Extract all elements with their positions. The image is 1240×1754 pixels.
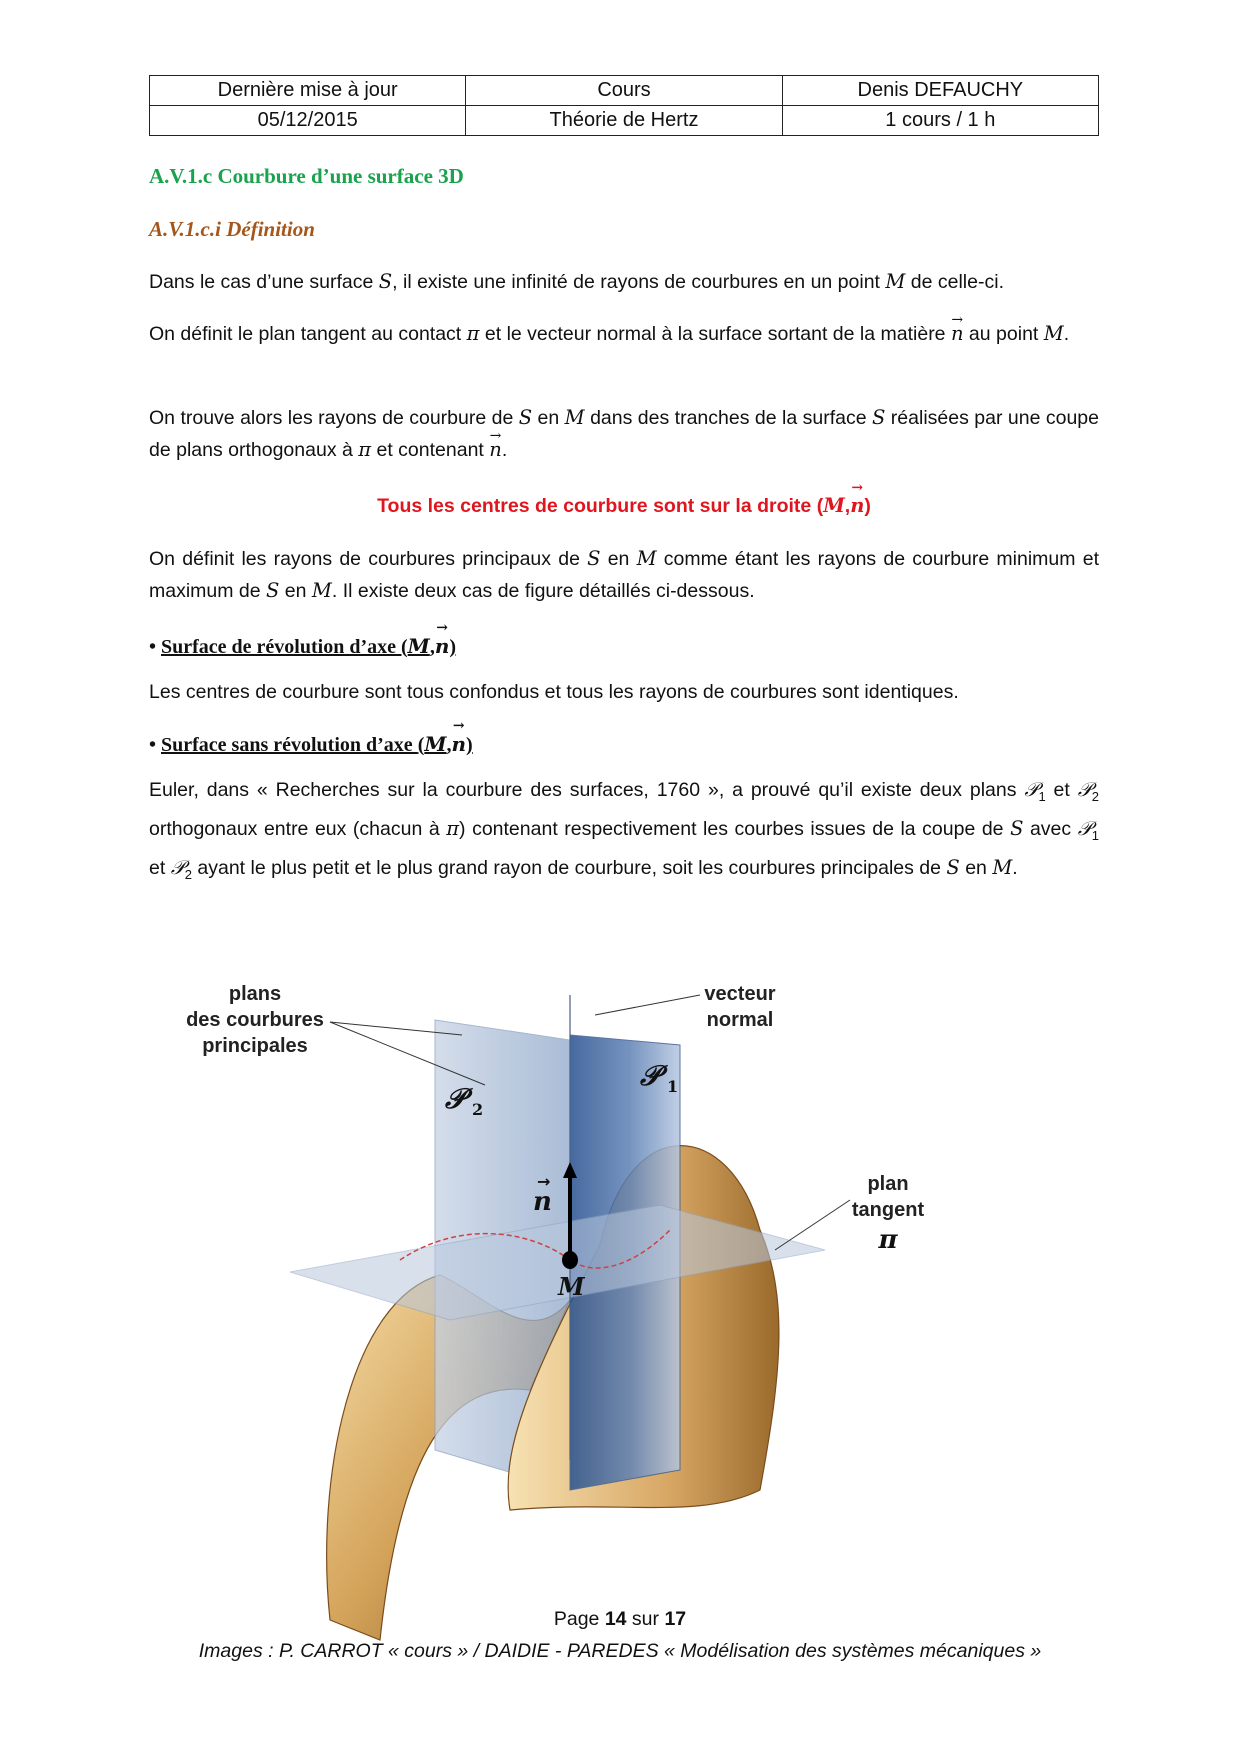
label-pi: π	[878, 1225, 898, 1255]
bullet-revolution: • Surface de révolution d’axe (M,→ n)	[149, 634, 456, 659]
label-p1: 𝒫	[640, 1059, 661, 1092]
label-planes-1: plans	[228, 983, 282, 1005]
bullet-revolution-text: Les centres de courbure sont tous confondus et tous les rayons de courbures sont identiques.	[149, 681, 959, 703]
label-planes-2: des courbures	[186, 1009, 324, 1031]
label-n: n	[533, 1187, 552, 1217]
header-topic: Théorie de Hertz	[466, 106, 782, 136]
label-planes-3: principales	[202, 1035, 308, 1057]
image-credits: Images : P. CARROT « cours » / DAIDIE - PAREDES « Modélisation des systèmes mécaniques »	[198, 1640, 1042, 1662]
key-statement: Tous les centres de courbure sont sur la droite (M,→ n)	[149, 494, 1099, 518]
label-p2-sub: 2	[472, 1100, 484, 1119]
principal-curvature-figure	[186, 970, 1040, 1570]
header-type-label: Cours	[466, 76, 782, 106]
page-number: Page 14 sur 17	[553, 1608, 687, 1630]
leader-tangent	[775, 1200, 850, 1250]
header-duration: 1 cours / 1 h	[782, 106, 1098, 136]
paragraph-euler: Euler, dans « Recherches sur la courbure des surfaces, 1760 », a prouvé qu’il existe deux plans 𝒫$_1$ et 𝒫$_2$ orthogonaux entre eux (chacun à π) contenant respectivement les courbes issues de la coupe de S avec 𝒫$_1$ et 𝒫$_2$ ayant le plus petit et le plus grand rayon de courbure, soit les courbures principales de S en M.	[149, 778, 1099, 882]
subsection-title: A.V.1.c.i Définition	[149, 217, 315, 241]
label-p1-sub: 1	[667, 1077, 679, 1096]
paragraph-4: On définit les rayons de courbures principaux de S en M comme étant les rayons de courbure minimum et maximum de S en M. Il existe deux cas de figure détaillés ci-dessous.	[149, 547, 1099, 602]
header-author: Denis DEFAUCHY	[782, 76, 1098, 106]
header-update-label: Dernière mise à jour	[150, 76, 466, 106]
bullet-non-revolution: • Surface sans révolution d’axe (M,→ n)	[149, 732, 473, 757]
contact-point-m	[562, 1251, 578, 1269]
label-p2: 𝒫	[445, 1082, 466, 1115]
label-normal-2: normal	[706, 1009, 774, 1031]
header-table	[149, 75, 1099, 136]
label-normal-1: vecteur	[704, 983, 776, 1005]
label-tangent-1: plan	[867, 1173, 909, 1195]
section-title: A.V.1.c Courbure d’une surface 3D	[149, 164, 464, 188]
paragraph-3: On trouve alors les rayons de courbure de S en M dans des tranches de la surface S réalisées par une coupe de plans orthogonaux à π et contenant → n.	[149, 402, 1099, 466]
label-tangent-2: tangent	[851, 1199, 925, 1221]
header-date: 05/12/2015	[150, 106, 466, 136]
paragraph-2: On définit le plan tangent au contact π et le vecteur normal à la surface sortant de la matière → n au point M.	[149, 318, 1099, 350]
paragraph-1: Dans le cas d’une surface S, il existe une infinité de rayons de courbures en un point M de celle-ci.	[149, 270, 1004, 293]
label-m: M	[558, 1272, 585, 1301]
leader-normal	[595, 995, 700, 1015]
label-n-arrow: →	[537, 1172, 551, 1191]
